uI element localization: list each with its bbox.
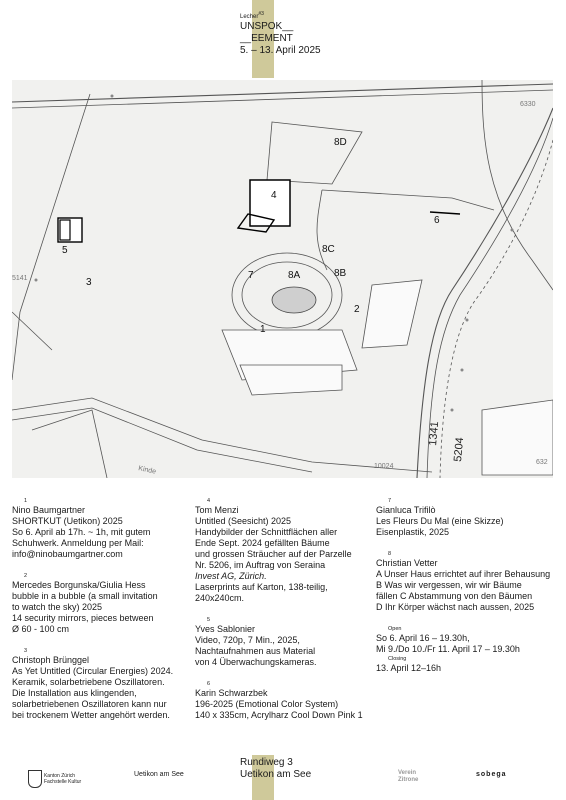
artist-name: Tom Menzi	[195, 505, 239, 515]
map-label-1341: 1341	[427, 420, 442, 447]
map-marker-5: 5	[62, 245, 68, 256]
artist-entry-4: 4 Tom Menzi Untitled (Seesicht) 2025 Handybilder der Schnittflächen aller Ende Sept. 2024 gefällten Bäume und grossen Sträucher auf der Parzelle Nr. 5206, im Auftrag von Seraina Invest AG, Zürich. Laserprints auf Karton, 138-teilig, 240x240cm.	[195, 497, 370, 604]
event-dates: 5. – 13. April 2025	[240, 45, 321, 56]
artist-name: Christian Vetter	[376, 558, 438, 568]
title-line-2: __EEMENT	[240, 33, 293, 44]
site-map	[12, 80, 553, 478]
column-1	[12, 497, 190, 733]
header-pre-sup: #3	[258, 11, 264, 17]
canton-crest-icon	[28, 770, 42, 788]
artist-entry-3: 3 Christoph Brünggel As Yet Untitled (Circular Energies) 2024. Keramik, solarbetriebene Oszillatoren. Die Installation aus klingenden, solarbetriebenen Oszillatoren kann nur bei trockenem Wetter angehört werden.	[12, 647, 190, 721]
artist-entry-1: 1 Nino Baumgartner SHORTKUT (Uetikon) 2025 So 6. April ab 17h. ~ 1h, mit gutem Schuhwerk. Anmeldung per Mail: info@ninobaumgartner.com	[12, 497, 190, 560]
logo-verein-zitrone: Verein Zitrone	[398, 770, 419, 783]
title-line-1: UNSPOK__	[240, 21, 294, 32]
map-marker-8d: 8D	[334, 137, 347, 148]
artist-entry-6: 6 Karin Schwarzbek 196-2025 (Emotional Color System) 140 x 335cm, Acrylharz Cool Down Pink 1	[195, 680, 370, 721]
logo-uetikon: Uetikon am See	[134, 771, 184, 778]
map-road-label-left: 5141	[12, 275, 28, 282]
map-road-label-top: 6330	[520, 101, 536, 108]
artist-entry-5: 5 Yves Sablonier Video, 720p, 7 Min., 2025, Nachtaufnahmen aus Material von 4 Überwachungskameras.	[195, 616, 370, 668]
map-street-label: Kinde	[137, 465, 157, 476]
artist-entry-2: 2 Mercedes Borgunska/Giulia Hess bubble in a bubble (a small invitation to watch the sky) 2025 14 security mirrors, pieces between Ø 60 - 100 cm	[12, 572, 190, 635]
map-marker-6: 6	[434, 215, 440, 226]
artist-name: Nino Baumgartner	[12, 505, 86, 515]
map-marker-3: 3	[86, 277, 92, 288]
map-road-label-bottom: 10024	[374, 463, 394, 470]
map-marker-8c: 8C	[322, 244, 335, 255]
artist-name: Yves Sablonier	[195, 624, 256, 634]
closing-label: Closing	[388, 656, 407, 662]
column-2	[195, 497, 370, 733]
map-marker-1: 1	[260, 324, 266, 335]
poster-header	[240, 10, 321, 57]
site-map-drawing	[12, 80, 553, 478]
map-marker-4: 4	[271, 190, 277, 201]
artist-name: Karin Schwarzbek	[195, 688, 268, 698]
logo-sobega: sobega	[476, 771, 507, 778]
open-label: Open	[388, 626, 402, 632]
map-marker-8a: 8A	[288, 270, 301, 281]
artist-entry-7: 7 Gianluca Trifilò Les Fleurs Du Mal (eine Skizze) Eisenplastik, 2025	[376, 497, 556, 538]
opening-hours: Open So 6. April 16 – 19.30h, Mi 9./Do 10./Fr 11. April 17 – 19.30h Closing 13. April 12–16h	[376, 625, 556, 674]
header-pre: Lecher	[240, 14, 259, 20]
column-3	[376, 497, 556, 686]
artist-name: Mercedes Borgunska/Giulia Hess	[12, 580, 146, 590]
map-marker-8b: 8B	[334, 268, 347, 279]
email-link[interactable]: info@ninobaumgartner.com	[12, 549, 123, 559]
map-marker-7: 7	[248, 270, 254, 281]
map-label-5204: 5204	[452, 436, 467, 463]
artist-name: Christoph Brünggel	[12, 655, 90, 665]
logo-kanton-zuerich: Kanton Zürich Fachstelle Kultur	[28, 770, 96, 788]
artist-name: Gianluca Trifilò	[376, 505, 436, 515]
map-marker-2: 2	[354, 304, 360, 315]
map-road-label-right: 632	[536, 459, 548, 466]
venue-address: Rundiweg 3 Uetikon am See	[240, 757, 312, 780]
artist-entry-8: 8 Christian Vetter A Unser Haus errichtet auf ihrer Behausung B Was wir vergessen, wir wir Bäume fällen C Abstammung von den Bäumen D Ihr Körper wächst nach aussen, 2025	[376, 550, 556, 613]
